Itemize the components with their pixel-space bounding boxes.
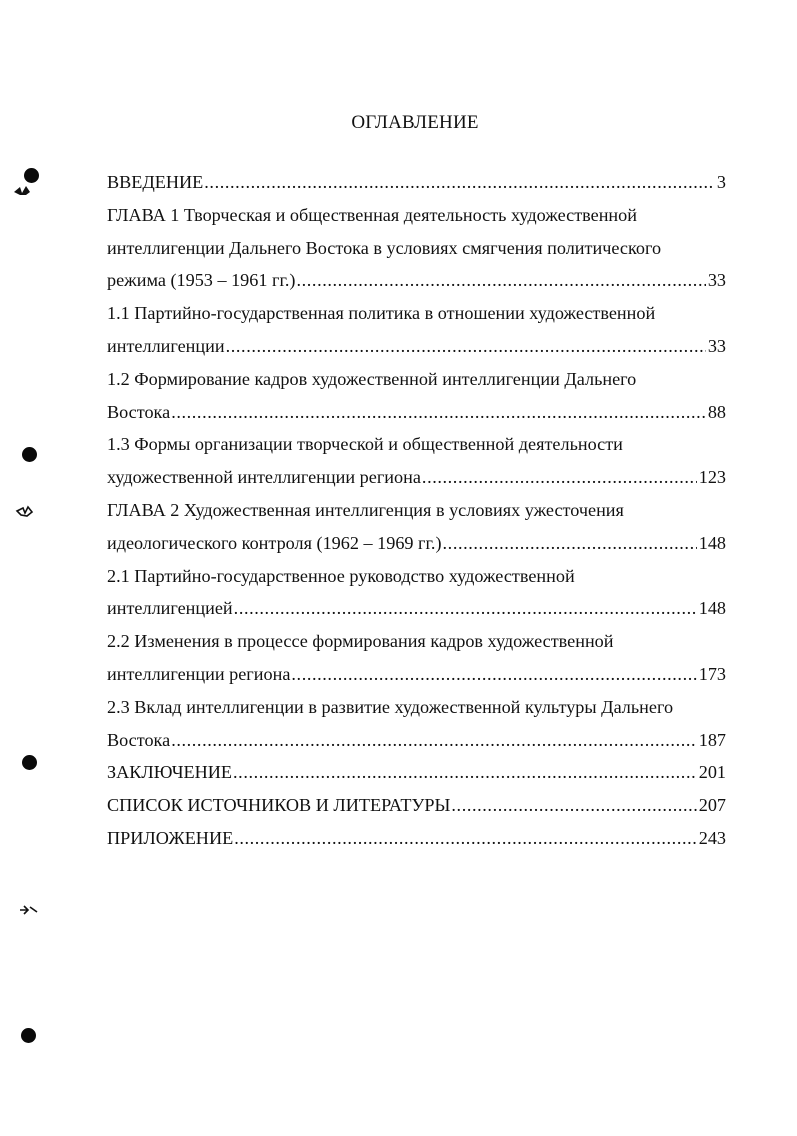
toc-entry-label: Востока bbox=[107, 729, 171, 750]
toc-page-number: 173 bbox=[698, 663, 726, 684]
toc-page-number: 148 bbox=[698, 598, 726, 619]
toc-entry-section-1-3 bbox=[107, 461, 726, 494]
toc-entry-section-2-3-line1: 2.3 Вклад интеллигенции в развитие художественной культуры Дальнего bbox=[107, 696, 674, 717]
toc-entry-section-2-2-line1: 2.2 Изменения в процессе формирования кадров художественной bbox=[107, 631, 614, 652]
toc-entry-section-1-3-line1: 1.3 Формы организации творческой и общественной деятельности bbox=[107, 434, 623, 455]
table-of-contents bbox=[107, 166, 726, 855]
toc-entry-chapter2 bbox=[107, 527, 726, 560]
toc-entry-section-2-2 bbox=[107, 658, 726, 691]
toc-entry-chapter1 bbox=[107, 264, 726, 297]
dot-leader bbox=[443, 527, 697, 560]
toc-entry-bibliography bbox=[107, 789, 726, 822]
toc-entry-section-2-1 bbox=[107, 592, 726, 625]
toc-entry-label: интеллигенцией bbox=[107, 598, 233, 619]
toc-entry-label: Востока bbox=[107, 401, 171, 422]
punch-hole-icon bbox=[21, 1028, 36, 1043]
dot-leader bbox=[204, 166, 715, 199]
toc-entry-label: СПИСОК ИСТОЧНИКОВ И ЛИТЕРАТУРЫ bbox=[107, 795, 451, 816]
toc-entry-label: режима (1953 – 1961 гг.) bbox=[107, 270, 296, 291]
dot-leader bbox=[422, 461, 697, 494]
toc-entry-label: ПРИЛОЖЕНИЕ bbox=[107, 827, 234, 848]
toc-page-number: 243 bbox=[698, 827, 726, 848]
toc-entry-chapter1-line1: ГЛАВА 1 Творческая и общественная деятельность художественной bbox=[107, 204, 637, 225]
toc-entry-label: интеллигенции bbox=[107, 335, 225, 356]
toc-entry-chapter2-line1: ГЛАВА 2 Художественная интеллигенция в условиях ужесточения bbox=[107, 499, 624, 520]
toc-page-number: 3 bbox=[716, 172, 726, 192]
toc-entry-section-2-3 bbox=[107, 724, 726, 757]
dot-leader bbox=[233, 756, 697, 789]
toc-entry-label: художественной интеллигенции региона bbox=[107, 467, 421, 488]
toc-page-number: 88 bbox=[707, 401, 726, 422]
toc-page-number: 123 bbox=[698, 467, 726, 488]
toc-entry-conclusion bbox=[107, 756, 726, 789]
toc-entry-label: ЗАКЛЮЧЕНИЕ bbox=[107, 762, 233, 783]
toc-page-number: 33 bbox=[707, 270, 726, 291]
toc-entry-appendix bbox=[107, 822, 726, 855]
dot-leader bbox=[226, 330, 706, 363]
toc-entry-chapter1-line2: интеллигенции Дальнего Востока в условиях смягчения политического bbox=[107, 237, 662, 258]
dot-leader bbox=[291, 658, 696, 691]
toc-entry-section-1-2-line1: 1.2 Формирование кадров художественной интеллигенции Дальнего bbox=[107, 368, 637, 389]
toc-page-number: 187 bbox=[698, 729, 726, 750]
punch-hole-icon bbox=[22, 755, 37, 770]
toc-entry-section-2-1-line1: 2.1 Партийно-государственное руководство художественной bbox=[107, 565, 575, 586]
dot-leader bbox=[234, 822, 697, 855]
toc-page-number: 201 bbox=[698, 762, 726, 783]
toc-page-number: 33 bbox=[707, 335, 726, 356]
scan-mark-icon bbox=[15, 505, 35, 519]
dot-leader bbox=[171, 724, 697, 757]
toc-page-number: 148 bbox=[698, 532, 726, 553]
toc-entry-label: интеллигенции региона bbox=[107, 663, 291, 684]
toc-entry-label: ВВЕДЕНИЕ bbox=[107, 172, 204, 192]
dot-leader bbox=[296, 264, 705, 297]
page-title: ОГЛАВЛЕНИЕ bbox=[351, 112, 479, 133]
punch-hole-icon bbox=[22, 447, 37, 462]
dot-leader bbox=[171, 396, 706, 429]
dot-leader bbox=[234, 592, 697, 625]
toc-page-number: 207 bbox=[698, 795, 726, 816]
scan-mark-icon bbox=[12, 183, 34, 199]
toc-entry-section-1-1-line1: 1.1 Партийно-государственная политика в отношении художественной bbox=[107, 303, 656, 324]
toc-entry-introduction bbox=[107, 166, 726, 199]
toc-entry-label: идеологического контроля (1962 – 1969 гг.) bbox=[107, 532, 442, 553]
punch-hole-icon bbox=[24, 168, 39, 183]
scan-mark-icon bbox=[18, 903, 40, 917]
dot-leader bbox=[451, 789, 696, 822]
toc-entry-section-1-1 bbox=[107, 330, 726, 363]
toc-entry-section-1-2 bbox=[107, 396, 726, 429]
